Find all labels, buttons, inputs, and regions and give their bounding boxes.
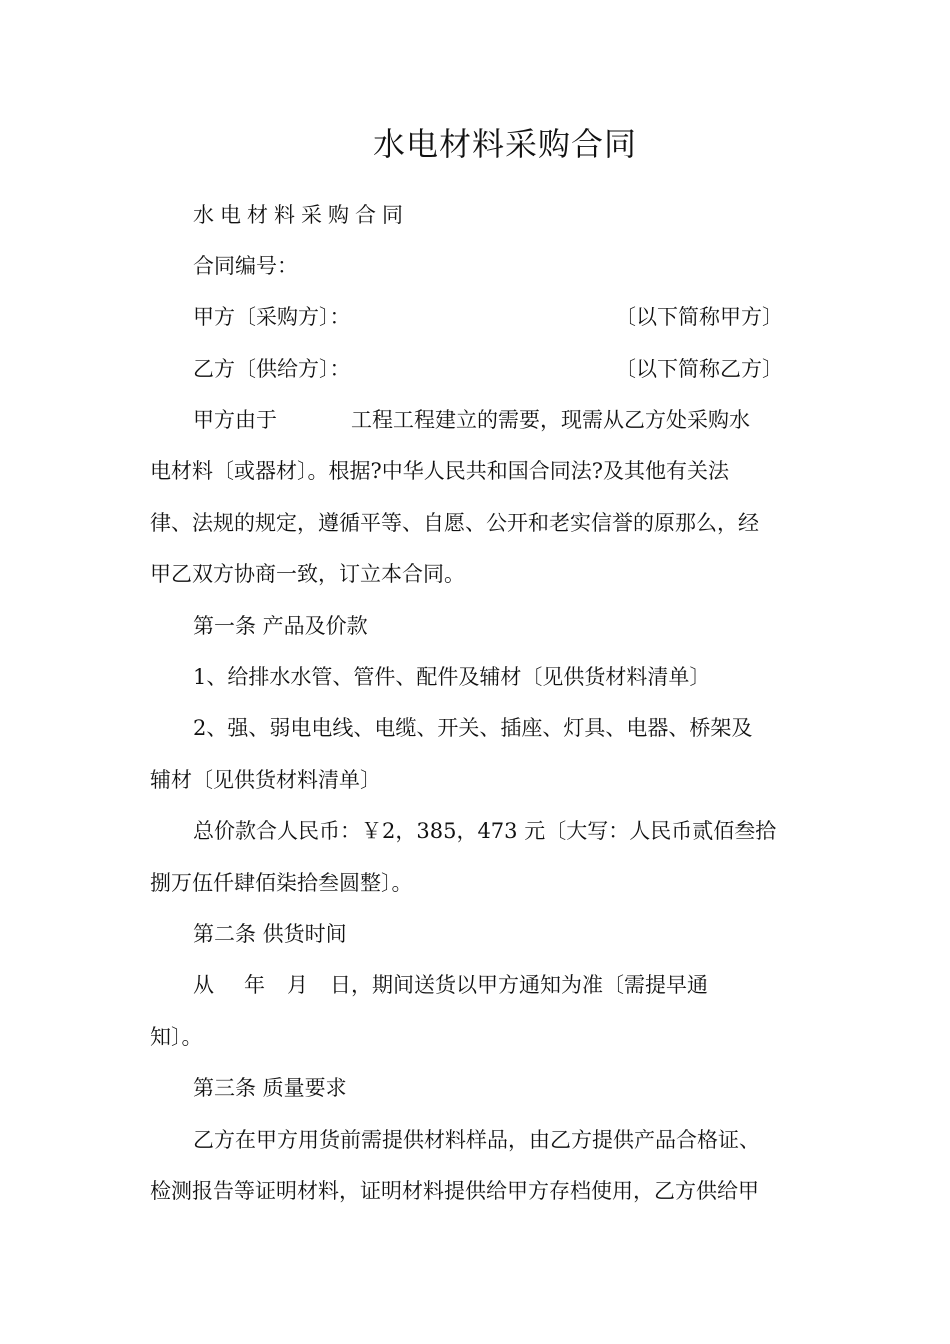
article-1-item-1: 1、给排水水管、管件、配件及辅材〔见供货材料清单〕 xyxy=(193,665,711,689)
total-price-line-2: 捌万伍仟肆佰柒拾叁圆整〕。 xyxy=(150,871,413,895)
intro-line-3: 律、法规的规定，遵循平等、自愿、公开和老实信誉的原那么，经 xyxy=(150,511,759,535)
article-1-item-2-line-1: 2、强、弱电电线、电缆、开关、插座、灯具、电器、桥架及 xyxy=(193,716,753,740)
intro-line-1-start: 甲方由于 xyxy=(193,408,277,432)
party-a-label: 甲方〔采购方〕： xyxy=(193,305,351,329)
supply-day-rest: 日，期间送货以甲方通知为准〔需提早通 xyxy=(330,973,708,997)
supply-month: 月 xyxy=(287,973,308,997)
supply-time-line-2: 知〕。 xyxy=(150,1025,203,1049)
party-a-note: 〔以下简称甲方〕 xyxy=(615,305,783,329)
article-2-heading: 第二条 供货时间 xyxy=(193,922,347,946)
supply-from: 从 xyxy=(193,973,214,997)
supply-year: 年 xyxy=(244,973,265,997)
intro-line-1 xyxy=(193,405,750,435)
article-1-heading: 第一条 产品及价款 xyxy=(193,614,368,638)
intro-line-2: 电材料〔或器材〕。根据?中华人民共和国合同法?及其他有关法 xyxy=(150,459,730,483)
document-subtitle: 水电材料采购合同 xyxy=(193,203,409,227)
article-3-heading: 第三条 质量要求 xyxy=(193,1076,347,1100)
intro-line-1-rest: 工程工程建立的需要，现需从乙方处采购水 xyxy=(351,408,750,432)
document-title: 水电材料采购合同 xyxy=(372,125,637,163)
supply-time-line-1 xyxy=(193,970,708,1000)
quality-line-1: 乙方在甲方用货前需提供材料样品，由乙方提供产品合格证、 xyxy=(193,1128,760,1152)
intro-line-4: 甲乙双方协商一致，订立本合同。 xyxy=(150,562,465,586)
contract-number-label: 合同编号： xyxy=(193,254,298,278)
total-price-line-1: 总价款合人民币：￥2，385，473 元〔大写：人民币贰佰叁拾 xyxy=(193,819,777,843)
party-b-label: 乙方〔供给方〕： xyxy=(193,357,351,381)
quality-line-2: 检测报告等证明材料，证明材料提供给甲方存档使用，乙方供给甲 xyxy=(150,1179,759,1203)
article-1-item-2-line-2: 辅材〔见供货材料清单〕 xyxy=(150,768,381,792)
party-b-note: 〔以下简称乙方〕 xyxy=(615,357,783,381)
